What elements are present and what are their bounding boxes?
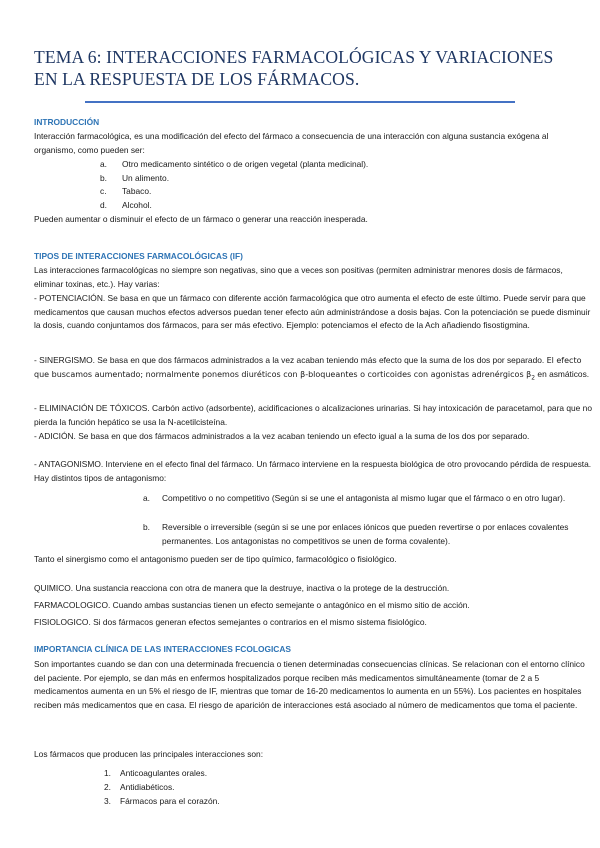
list-item-text: Antidiabéticos. [120,782,175,792]
list-item-text: Fármacos para el corazón. [120,796,220,806]
tipos-closing: Tanto el sinergismo como el antagonismo pueden ser de tipo químico, farmacológico o fisiológico. [34,554,397,564]
intro-paragraph: Interacción farmacológica, es una modificación del efecto del fármaco a consecuencia de una interacción con alguna sustancia exógena al organismo, como pueden ser: [34,131,549,155]
list-item-text: Anticoagulantes orales. [120,768,208,778]
document-title: TEMA 6: INTERACCIONES FARMACOLÓGICAS Y VARIACIONES EN LA RESPUESTA DE LOS FÁRMACOS. [34,47,554,89]
adicion-paragraph: - ADICIÓN. Se basa en que dos fármacos administrados a la vez acaban teniendo un efecto igual a la suma de los dos por separado. [34,431,530,441]
quimico-paragraph: QUIMICO. Una sustancia reacciona con otra de manera que la destruye, inactiva o la protege de la destrucción. [34,583,450,593]
tipos-heading: TIPOS DE INTERACCIONES FARMACOLÓGICAS (IF) [34,251,243,261]
farmacologico-paragraph: FARMACOLOGICO. Cuando ambas sustancias tienen un efecto semejante o antagónico en el mismo sitio de acción. [34,600,470,610]
list-marker: b. [100,173,107,183]
sinergismo-end: en asmáticos. [535,368,590,379]
title-underline [85,101,515,103]
intro-list-item [100,199,152,213]
list-item-text: Competitivo o no competitivo (Según si se une el antagonista al mismo lugar que el fármaco o en otro lugar). [162,493,566,503]
importancia-list-intro: Los fármacos que producen las principales interacciones son: [34,749,264,759]
importancia-list-item [104,795,220,809]
list-marker: d. [100,200,107,210]
list-marker: 2. [104,782,111,792]
importancia-heading: IMPORTANCIA CLÍNICA DE LAS INTERACCIONES FCOLOGICAS [34,644,291,654]
list-item-text: Alcohol. [122,200,152,210]
sinergismo-subscript: 2 [531,374,536,382]
list-item-text: Un alimento. [122,173,170,183]
list-marker: 3. [104,796,111,806]
fisiologico-paragraph: FISIOLOGICO. Si dos fármacos generan efectos semejantes o contrarios en el mismo sistema fisiológico. [34,617,427,627]
antagonismo-list-item [143,492,593,506]
potenciacion-paragraph: - POTENCIACIÓN. Se basa en que un fármaco con diferente acción farmacológica que otro aumenta el efecto de este último. Puede servir para que medicamentos que causan muchos efectos adversos puedan tener efecto aún administrándose a dosis bajas. Con la potenciación se puede disminuir la dosis, cuando conjuntamos dos fármacos, para ser más efectivo. Ejemplo: potenciamos el efecto de la Ach añadiendo fisostigmina. [34,293,591,331]
intro-closing: Pueden aumentar o disminuir el efecto de un fármaco o generar una reacción inesperada. [34,214,368,224]
sinergismo-example: El efecto que buscamos aumentado; normalmente ponemos diuréticos con β-bloqueantes o corticoides con agonistas adrenérgicos β [34,356,582,379]
list-marker: c. [100,186,107,196]
antagonismo-paragraph: - ANTAGONISMO. Interviene en el efecto final del fármaco. Un fármaco interviene en la respuesta biológica de otro provocando pérdida de respuesta. Hay distintos tipos de antagonismo: [34,459,592,483]
eliminacion-paragraph: - ELIMINACIÓN DE TÓXICOS. Carbón activo (adsorbente), acidificaciones o alcalizaciones urinarias. Si hay intoxicación de paracetamol, para que no pierda la función hepático se usa la N-acetilcisteína. [34,403,592,427]
importancia-list-item [104,781,174,795]
importancia-list-item [104,767,207,781]
list-item-text: Reversible o irreversible (según si se une por enlaces iónicos que pueden revertirse o por enlaces covalentes permanentes. Los antagonistas no competitivos se unen de forma covalente). [162,522,569,546]
sinergismo-text: - SINERGISMO. Se basa en que dos fármacos administrados a la vez acaban teniendo más efecto que la suma de los dos por separado. [34,355,547,365]
importancia-paragraph: Son importantes cuando se dan con una determinada frecuencia o tienen determinadas consecuencias clínicas. Se relacionan con el entorno clínico del paciente. Por ejemplo, se dan más en enfermos hospitalizados porque reciben más medicamentos simultáneamente (tomar de 2 a 5 medicamentos aumenta en un 5% el riesgo de IF, mientras que tomar de 16-20 medicamentos lo aumenta en un 55%). Los pacientes en hospitales reciben más medicamentos que en casa. El riesgo de aparición de interacciones está asociado al número de medicamentos que toma el paciente. [34,659,585,711]
intro-list-item [100,185,151,199]
intro-list-item [100,158,368,172]
sinergismo-paragraph [34,354,592,385]
list-item-text: Tabaco. [122,186,152,196]
intro-list-item [100,172,169,186]
list-marker: a. [143,493,150,503]
list-marker: b. [143,522,150,532]
list-marker: 1. [104,768,111,778]
tipos-intro: Las interacciones farmacológicas no siempre son negativas, sino que a veces son positivas (permiten administrar menores dosis de fármacos, eliminar toxinas, etc.). Hay varias: [34,265,563,289]
list-item-text: Otro medicamento sintético o de origen vegetal (planta medicinal). [122,159,369,169]
antagonismo-list-item [143,521,593,548]
list-marker: a. [100,159,107,169]
intro-heading: INTRODUCCIÓN [34,117,100,127]
